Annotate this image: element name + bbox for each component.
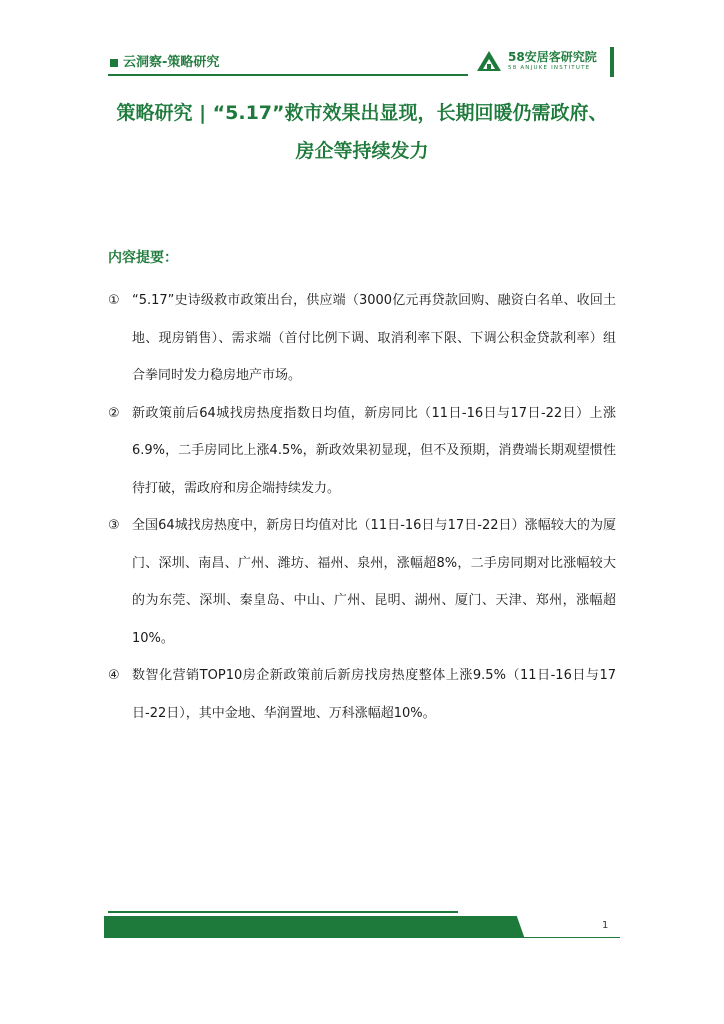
page-title: 策略研究 | “5.17”救市效果出显现，长期回暖仍需政府、房企等持续发力 [116,102,608,162]
summary-item [108,395,616,508]
item-text: 新政策前后64城找房热度指数日均值，新房同比（11日-16日与17日-22日）上涨6.9%，二手房同比上涨4.5%，新政效果初显现，但不及预期，消费端长期观望惯性待打破，需政府和房企端持续发力。 [132,405,616,496]
footer-baseline [104,937,620,938]
page-header [0,0,724,80]
summary-item [108,282,616,395]
footer-bar [104,916,620,938]
logo [476,48,606,76]
item-text: “5.17”史诗级救市政策出台，供应端（3000亿元再贷款回购、融资白名单、收回土地、现房销售）、需求端（首付比例下调、取消利率下限、下调公积金贷款利率）组合拳同时发力稳房地产市场。 [132,293,616,383]
item-number: ③ [108,518,120,533]
item-number: ① [108,293,120,308]
summary-item [108,657,616,732]
logo-name: 58安居客研究院 [508,50,597,64]
header-square-icon [110,59,118,67]
footer-rule [108,911,458,913]
item-number: ② [108,405,120,421]
logo-subtitle: 58 ANJUKE INSTITUTE [508,65,591,71]
logo-house-icon [476,50,502,72]
summary-item [108,507,616,657]
header-label: 云洞察-策略研究 [123,55,220,70]
header-accent-bar [610,47,614,77]
page-number: 1 [602,920,609,931]
item-text: 数智化营销TOP10房企新政策前后新房找房热度整体上涨9.5%（11日-16日与17日-22日），其中金地、华润置地、万科涨幅超10%。 [132,668,616,721]
summary-list [108,282,616,732]
item-number: ④ [108,668,120,683]
header-rule [108,74,468,76]
item-text: 全国64城找房热度中，新房日均值对比（11日-16日与17日-22日）涨幅较大的为厦门、深圳、南昌、广州、潍坊、福州、泉州，涨幅超8%，二手房同期对比涨幅较大的为东莞、深圳、秦皇岛、中山、广州、昆明、湖州、厦门、天津、郑州，涨幅超10%。 [132,518,616,646]
summary-heading: 内容提要： [108,250,178,266]
